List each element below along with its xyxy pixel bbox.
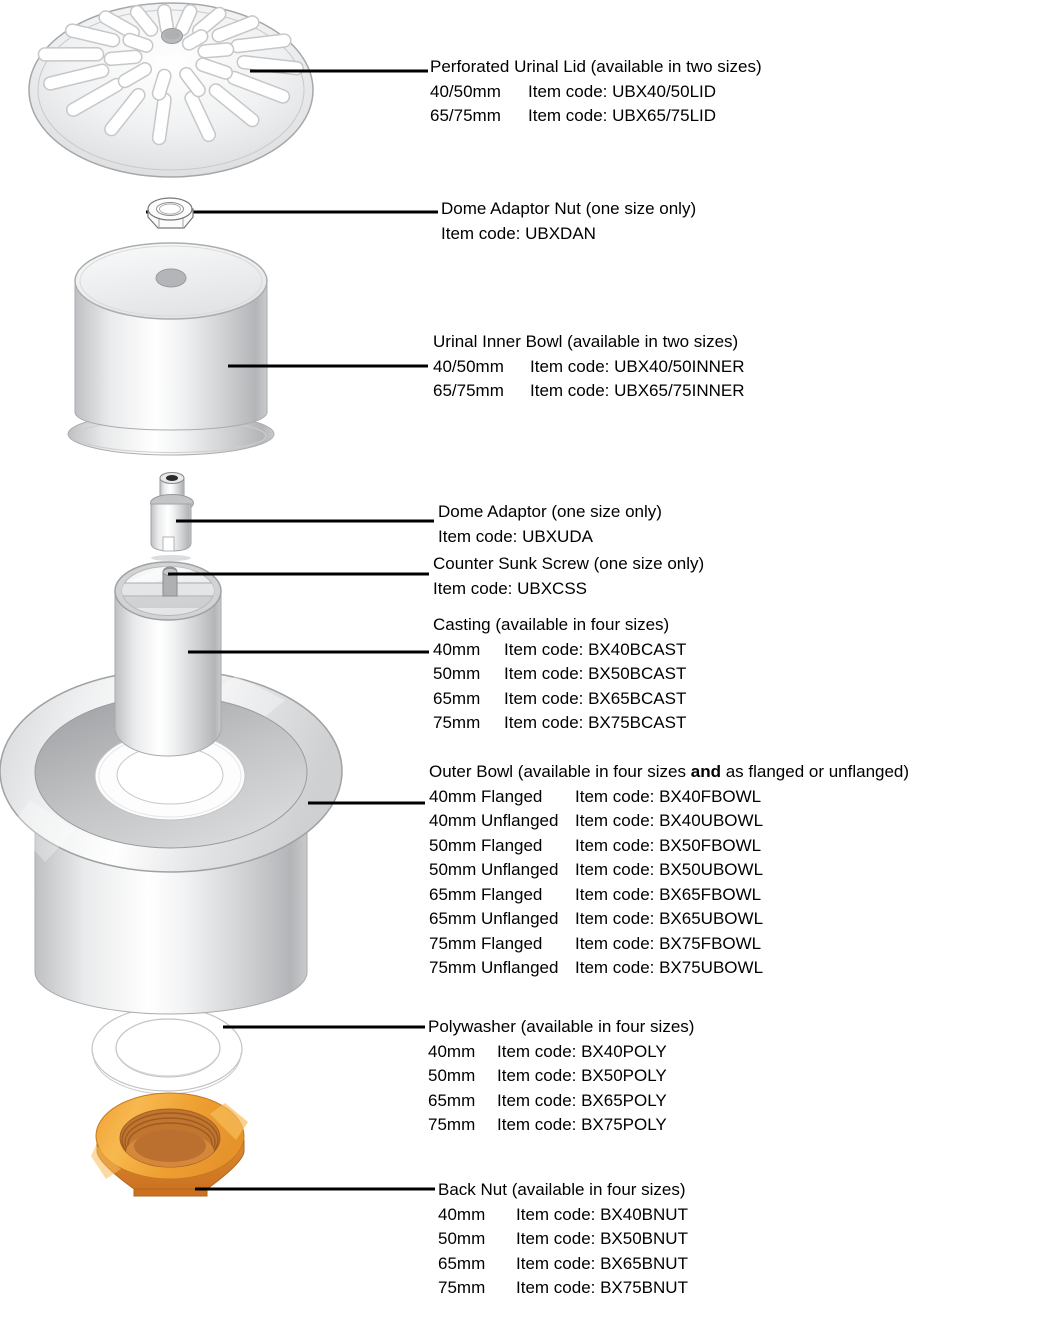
- part-title: Urinal Inner Bowl (available in two sizes): [433, 332, 739, 351]
- part-code: Item code: BX65BNUT: [516, 1253, 688, 1273]
- part-code: Item code: BX75BNUT: [516, 1278, 688, 1297]
- part-title: Casting (available in four sizes): [433, 615, 670, 634]
- part-row: [429, 956, 909, 981]
- part-title: Back Nut (available in four sizes): [438, 1180, 686, 1199]
- part-row: [433, 662, 686, 687]
- part-size: 75mm: [433, 713, 481, 732]
- lid-slot: [111, 57, 135, 59]
- part-size: 50mm Flanged: [429, 835, 543, 855]
- lid-slot: [203, 65, 226, 73]
- part-size: 40mm: [438, 1204, 486, 1224]
- part-row: [429, 907, 909, 932]
- part-row: [429, 883, 909, 908]
- lid-slot: [164, 11, 167, 29]
- lid-slot: [130, 40, 147, 46]
- part-code: Item code: BX65BCAST: [504, 688, 687, 708]
- label-perforated-lid: [430, 55, 762, 129]
- part-row: [430, 80, 762, 105]
- part-row: [429, 809, 909, 834]
- polywasher-graphic: [92, 1007, 242, 1094]
- part-code: Item code: UBX40/50INNER: [530, 356, 745, 376]
- part-title-text: as flanged or unflanged): [720, 762, 910, 781]
- part-code: Item code: BX40POLY: [497, 1041, 667, 1061]
- part-row: [428, 1113, 694, 1138]
- lid-slot: [238, 41, 285, 47]
- part-size: 40/50mm: [430, 81, 501, 101]
- part-row: [433, 687, 686, 712]
- label-dome-adaptor-nut: [441, 197, 696, 246]
- lid-slot: [159, 100, 164, 138]
- part-code: Item code: UBXCSS: [433, 578, 588, 598]
- part-row: [433, 355, 744, 380]
- part-title: Perforated Urinal Lid (available in two sizes): [430, 57, 762, 76]
- part-row: [428, 1089, 694, 1114]
- part-code: Item code: BX50BCAST: [504, 664, 687, 683]
- back-nut-graphic: [91, 1093, 248, 1196]
- part-size: 75mm: [438, 1278, 486, 1297]
- part-row: [430, 104, 762, 129]
- part-title: Dome Adaptor (one size only): [438, 502, 662, 521]
- part-row: [438, 525, 662, 550]
- lid-slot: [182, 11, 190, 29]
- part-size: 75mm Flanged: [429, 933, 543, 953]
- perforated-lid-graphic: [29, 3, 313, 177]
- part-size: 65mm: [428, 1090, 476, 1110]
- part-title: [429, 760, 909, 785]
- part-code: Item code: BX75FBOWL: [575, 933, 762, 953]
- part-code: Item code: BX40BCAST: [504, 639, 687, 659]
- part-row: [433, 638, 686, 663]
- part-row: [438, 1252, 688, 1277]
- part-size: 50mm: [433, 664, 481, 683]
- casting-graphic: [115, 562, 221, 756]
- part-size: 75mm: [428, 1115, 476, 1134]
- part-code: Item code: BX75BCAST: [504, 713, 687, 732]
- part-title: Counter Sunk Screw (one size only): [433, 554, 705, 573]
- part-size: 40mm: [428, 1041, 476, 1061]
- part-row: [429, 932, 909, 957]
- part-size: 65mm: [433, 688, 481, 708]
- part-code: Item code: UBX40/50LID: [528, 81, 717, 101]
- part-title: Polywasher (available in four sizes): [428, 1017, 695, 1036]
- label-polywasher: [428, 1015, 694, 1138]
- part-size: 40/50mm: [433, 356, 504, 376]
- part-code: Item code: UBXDAN: [441, 223, 596, 243]
- part-row: [438, 1276, 688, 1301]
- part-row: [433, 379, 744, 404]
- part-size: 75mm Unflanged: [429, 958, 559, 977]
- part-code: Item code: BX75UBOWL: [575, 958, 764, 977]
- part-title-text: Outer Bowl (available in four sizes: [429, 762, 691, 781]
- label-dome-adaptor: [438, 500, 662, 549]
- part-size: 40mm: [433, 639, 481, 659]
- part-size: 65/75mm: [433, 381, 504, 400]
- label-back-nut: [438, 1178, 688, 1301]
- part-code: Item code: BX65UBOWL: [575, 909, 764, 928]
- label-counter-sunk-screw: [433, 552, 704, 601]
- part-row: [429, 785, 909, 810]
- part-row: [428, 1040, 694, 1065]
- label-inner-bowl: [433, 330, 744, 404]
- part-code: Item code: BX40UBOWL: [575, 811, 764, 830]
- part-size: 50mm Unflanged: [429, 860, 559, 879]
- part-size: 65/75mm: [430, 106, 501, 125]
- lid-slot: [159, 76, 164, 93]
- part-size: 65mm Unflanged: [429, 909, 559, 928]
- part-code: Item code: BX40FBOWL: [575, 786, 762, 806]
- part-code: Item code: BX50FBOWL: [575, 835, 762, 855]
- part-size: 50mm: [428, 1066, 476, 1085]
- part-code: Item code: BX50BNUT: [516, 1229, 688, 1248]
- part-code: Item code: UBX65/75LID: [528, 106, 717, 125]
- part-title: Dome Adaptor Nut (one size only): [441, 199, 697, 218]
- part-title-bold: and: [690, 762, 721, 781]
- part-row: [433, 711, 686, 736]
- part-row: [429, 834, 909, 859]
- inner-bowl-graphic: [68, 243, 274, 455]
- part-code: Item code: BX65POLY: [497, 1090, 667, 1110]
- lid-slot: [189, 36, 201, 43]
- part-code: Item code: BX40BNUT: [516, 1204, 688, 1224]
- lid-slot: [205, 50, 227, 52]
- part-code: Item code: BX50POLY: [497, 1066, 667, 1085]
- part-row: [438, 1203, 688, 1228]
- part-row: [428, 1064, 694, 1089]
- part-size: 50mm: [438, 1229, 486, 1248]
- part-row: [429, 858, 909, 883]
- dome-adaptor-graphic: [151, 473, 194, 562]
- lid-slot: [244, 62, 297, 68]
- part-code: Item code: UBX65/75INNER: [530, 381, 745, 400]
- dome-adaptor-nut-graphic: [148, 198, 193, 228]
- part-size: 40mm Flanged: [429, 786, 543, 806]
- part-row: [433, 577, 704, 602]
- part-code: Item code: BX75POLY: [497, 1115, 667, 1134]
- part-size: 65mm: [438, 1253, 486, 1273]
- part-size: 40mm Unflanged: [429, 811, 559, 830]
- part-row: [438, 1227, 688, 1252]
- label-casting: [433, 613, 686, 736]
- part-code: Item code: BX50UBOWL: [575, 860, 764, 879]
- label-outer-bowl: [429, 760, 909, 981]
- part-size: 65mm Flanged: [429, 884, 543, 904]
- part-code: Item code: UBXUDA: [438, 526, 593, 546]
- part-code: Item code: BX65FBOWL: [575, 884, 762, 904]
- part-row: [441, 222, 696, 247]
